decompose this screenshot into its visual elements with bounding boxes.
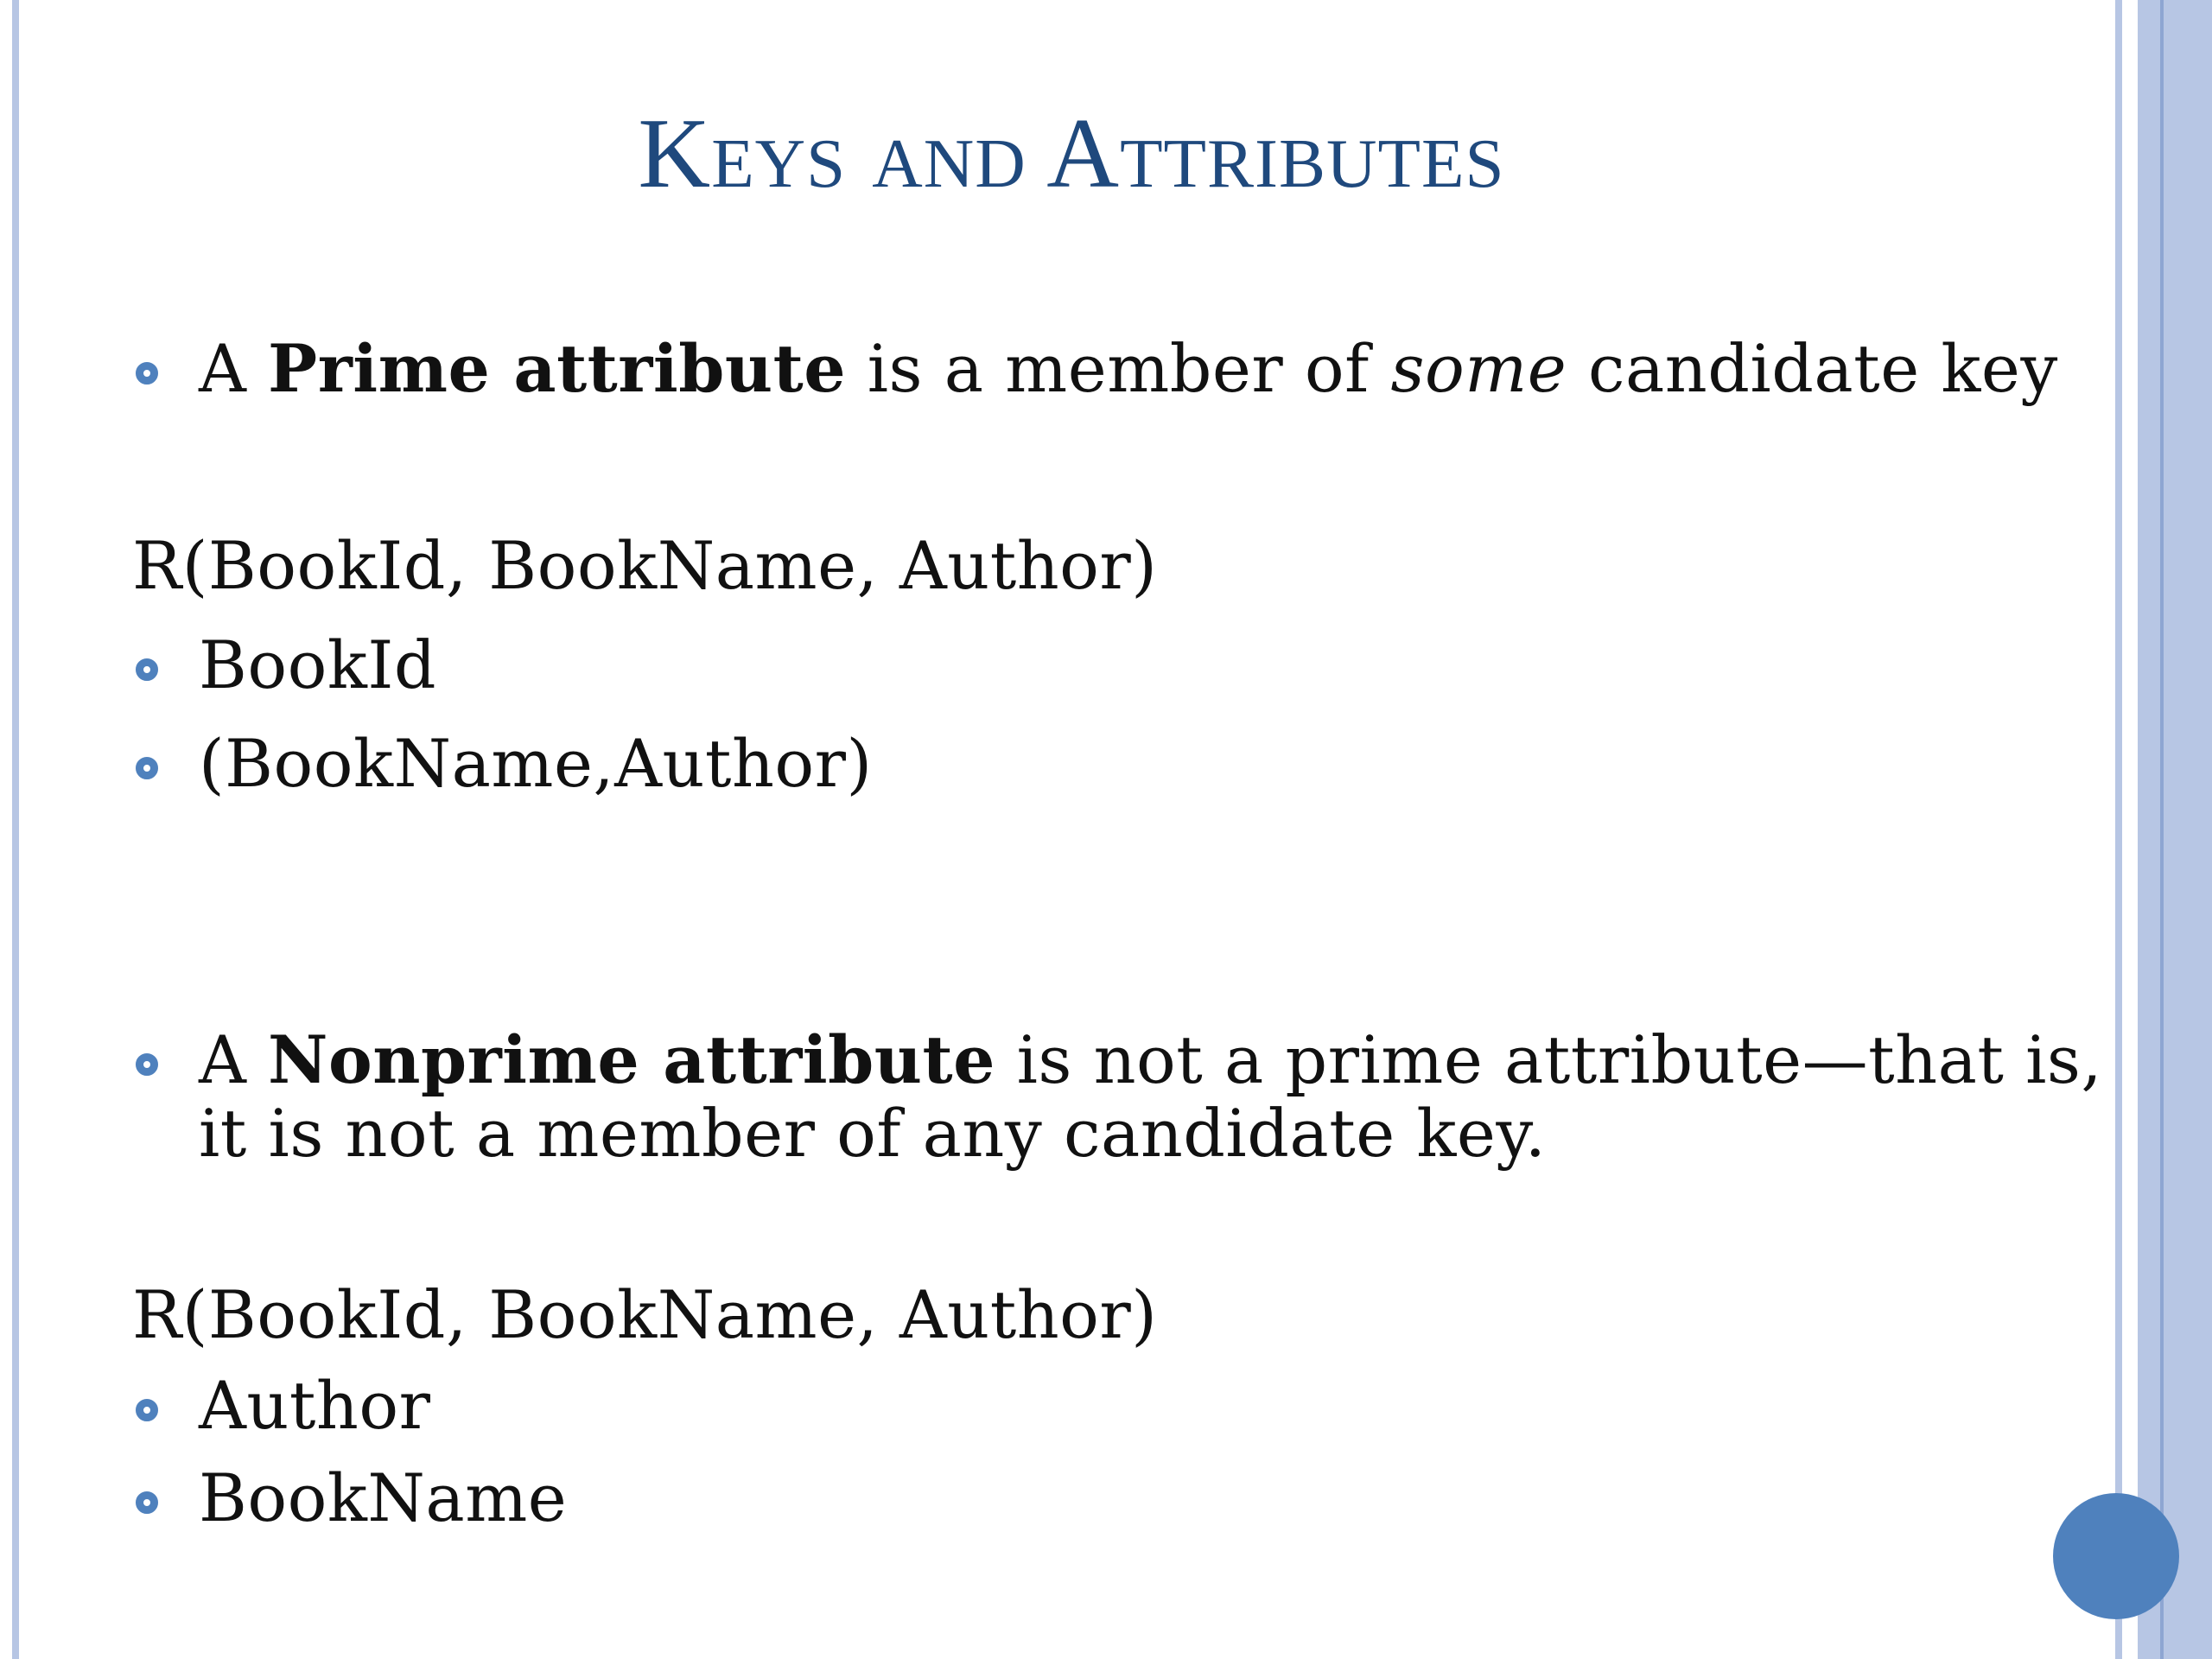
bullet-icon <box>136 1491 158 1514</box>
bullet-icon <box>136 757 158 779</box>
decorative-circle <box>2053 1493 2179 1619</box>
prime-definition <box>199 330 2058 407</box>
right-frame-bar-1 <box>2115 0 2122 1659</box>
nonprime-example-2: BookName <box>199 1459 568 1536</box>
bullet-icon <box>136 1399 158 1421</box>
prime-end: candidate key <box>1567 330 2058 407</box>
right-frame-bar-2 <box>2138 0 2160 1659</box>
nonprime-example-1: Author <box>199 1367 431 1444</box>
nonprime-definition-line-1 <box>199 1021 2103 1098</box>
nonprime-definition-line-2: it is not a member of any candidate key. <box>199 1095 1547 1172</box>
nonprime-intro: A <box>199 1021 269 1098</box>
nonprime-rest: is not a prime attribute—that is, <box>995 1021 2103 1098</box>
prime-mid: is a member of <box>846 330 1391 407</box>
bullet-icon <box>136 362 158 385</box>
nonprime-term: Nonprime attribute <box>268 1021 995 1098</box>
slide-title: Keys and Attributes <box>638 99 1505 209</box>
prime-example-1: BookId <box>199 626 437 703</box>
prime-intro: A <box>199 330 269 407</box>
relation-schema-2: R(BookId, BookName, Author) <box>132 1276 1158 1353</box>
bullet-icon <box>136 1053 158 1076</box>
relation-schema-1: R(BookId, BookName, Author) <box>132 527 1158 604</box>
bullet-icon <box>136 658 158 681</box>
right-frame-bar-4 <box>2164 0 2212 1659</box>
prime-term: Prime attribute <box>268 330 847 407</box>
prime-emphasis: some <box>1390 330 1567 407</box>
prime-example-2: (BookName,Author) <box>199 725 873 802</box>
left-frame-bar <box>12 0 19 1659</box>
